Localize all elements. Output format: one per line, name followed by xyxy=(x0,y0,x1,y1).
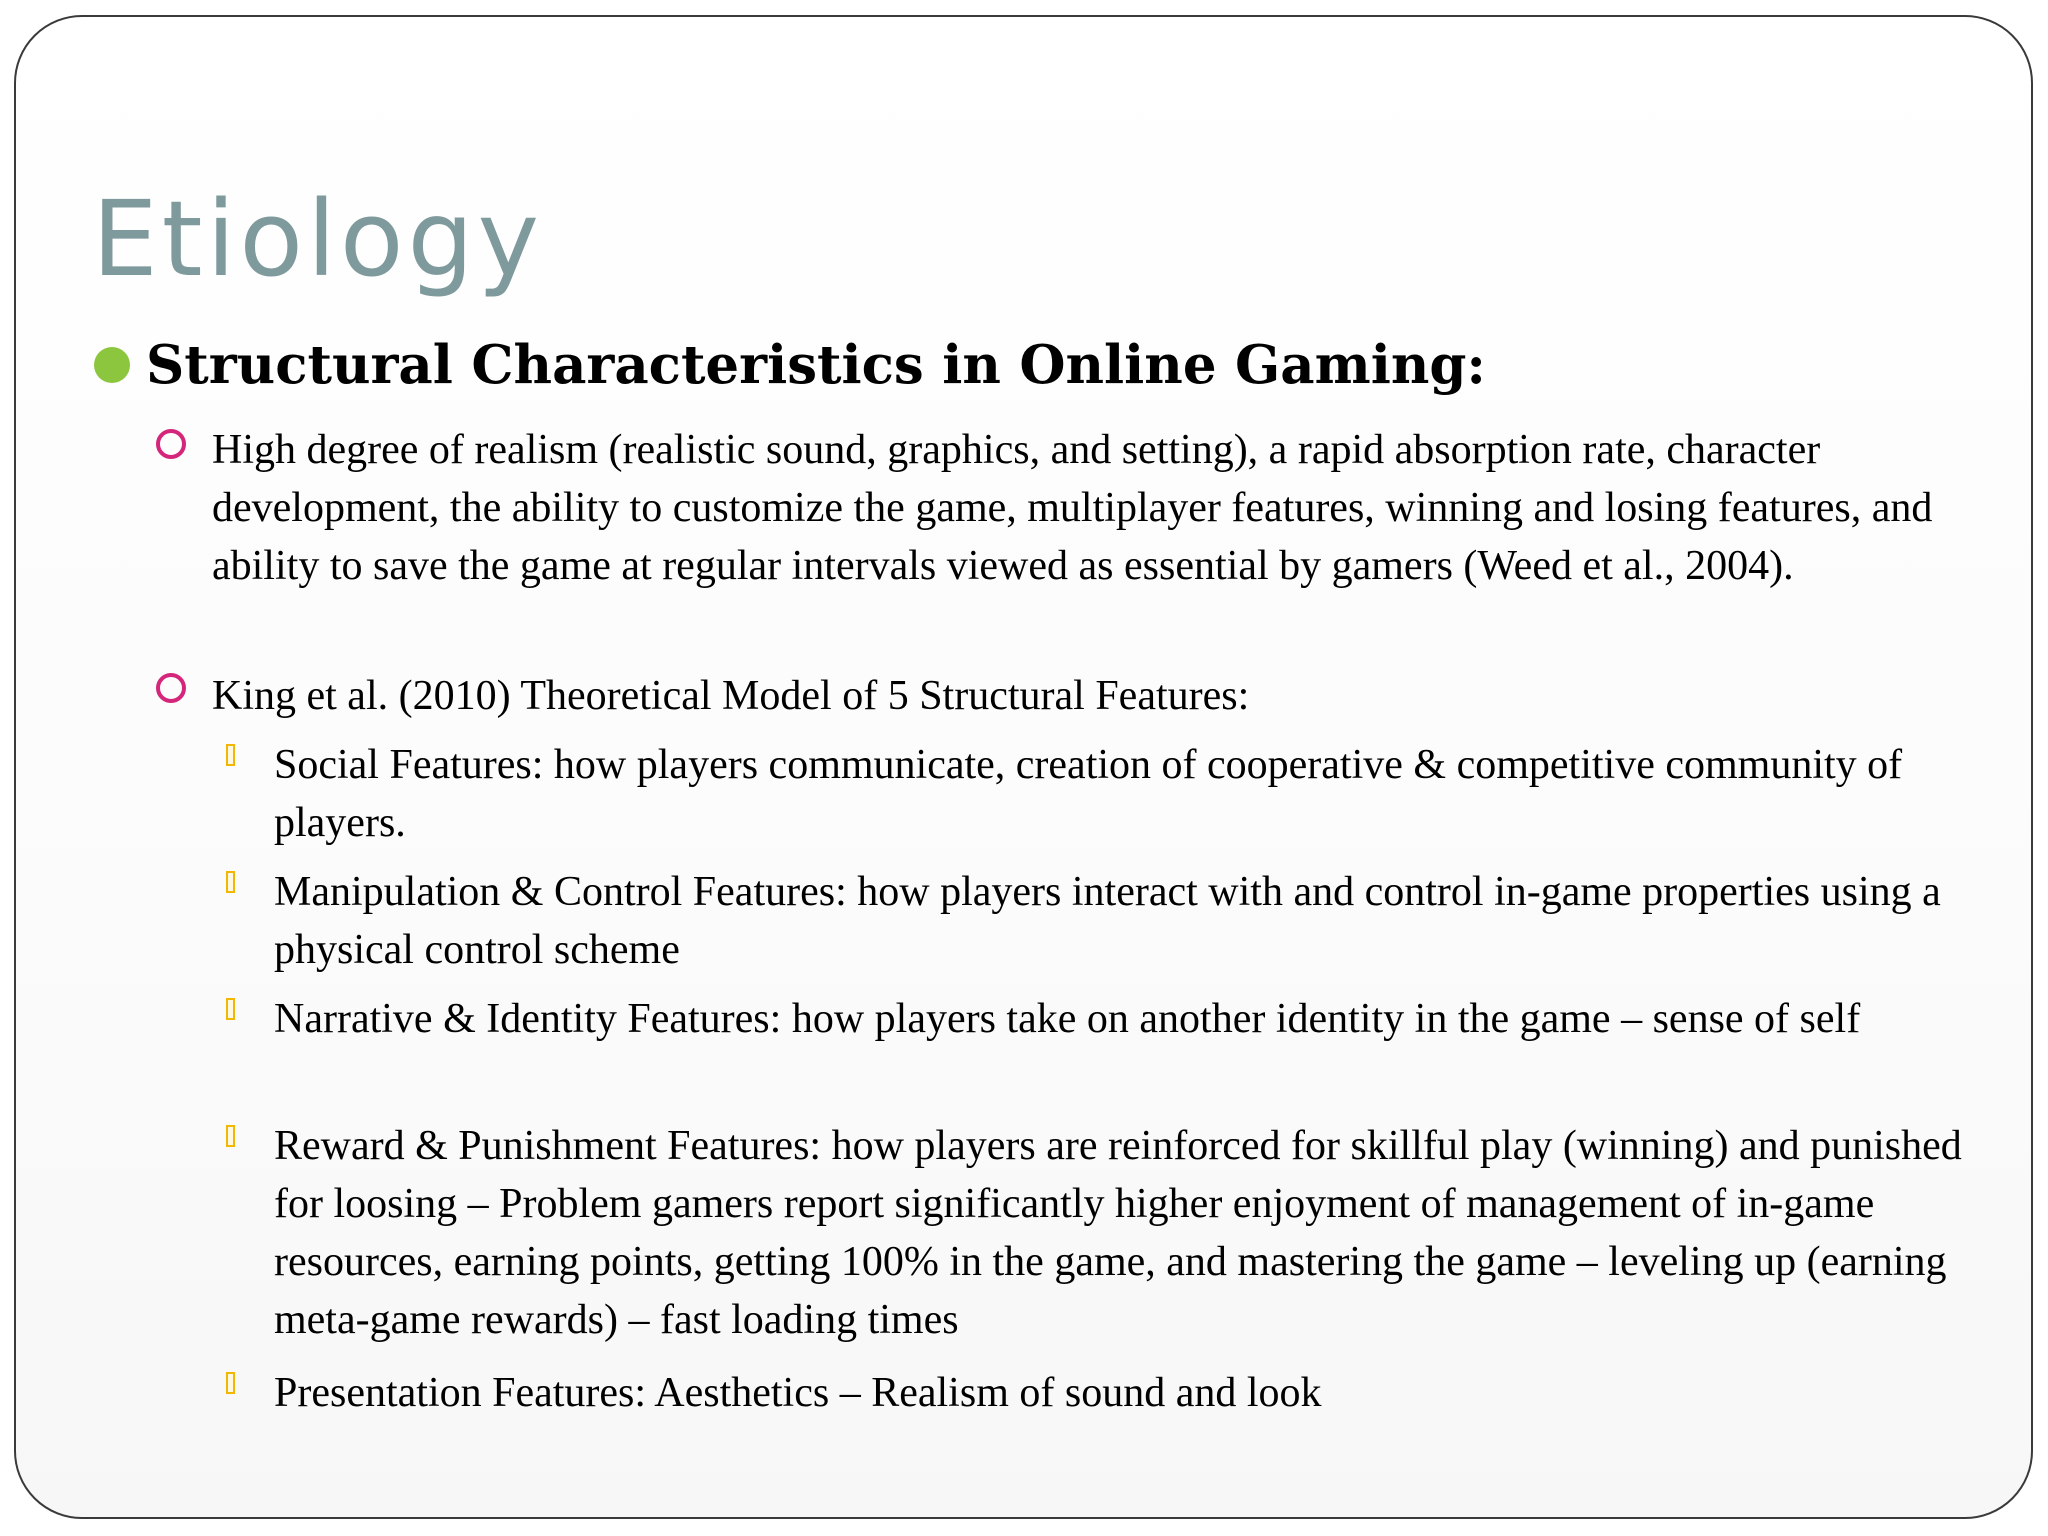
filled-circle-bullet-icon xyxy=(94,347,130,383)
rectangle-bullet-icon xyxy=(226,1372,235,1394)
bullet-king-model: King et al. (2010) Theoretical Model of 5 Structural Features: xyxy=(212,673,1250,719)
feature-presentation: Presentation Features: Aesthetics – Realism of sound and look xyxy=(274,1370,1322,1416)
section-heading: Structural Characteristics in Online Gaming: xyxy=(146,334,1486,396)
rectangle-bullet-icon xyxy=(226,1125,235,1147)
ring-bullet-icon xyxy=(156,429,186,459)
ring-bullet-icon xyxy=(156,673,186,703)
feature-narrative: Narrative & Identity Features: how players take on another identity in the game – sense of self xyxy=(274,996,1861,1042)
feature-manipulation: Manipulation & Control Features: how players interact with and control in-game properties using a physical control scheme xyxy=(274,869,1941,973)
rectangle-bullet-icon xyxy=(226,871,235,893)
feature-reward: Reward & Punishment Features: how players are reinforced for skillful play (winning) and punished for loosing – Problem gamers report significantly higher enjoyment of management of in-game resources, earning points, getting 100% in the game, and mastering the game – leveling up (earning meta-game rewards) – fast loading times xyxy=(274,1123,1962,1343)
rectangle-bullet-icon xyxy=(226,998,235,1020)
slide-title: Etiology xyxy=(92,178,544,300)
feature-social: Social Features: how players communicate, creation of cooperative & competitive community of players. xyxy=(274,742,1903,846)
rectangle-bullet-icon xyxy=(226,744,235,766)
slide-frame xyxy=(14,15,2033,1519)
bullet-realism: High degree of realism (realistic sound, graphics, and setting), a rapid absorption rate, character development, the ability to customize the game, multiplayer features, winning and losing features, and ability to save the game at regular intervals viewed as essential by gamers (Weed et al., 2004). xyxy=(212,427,1933,589)
